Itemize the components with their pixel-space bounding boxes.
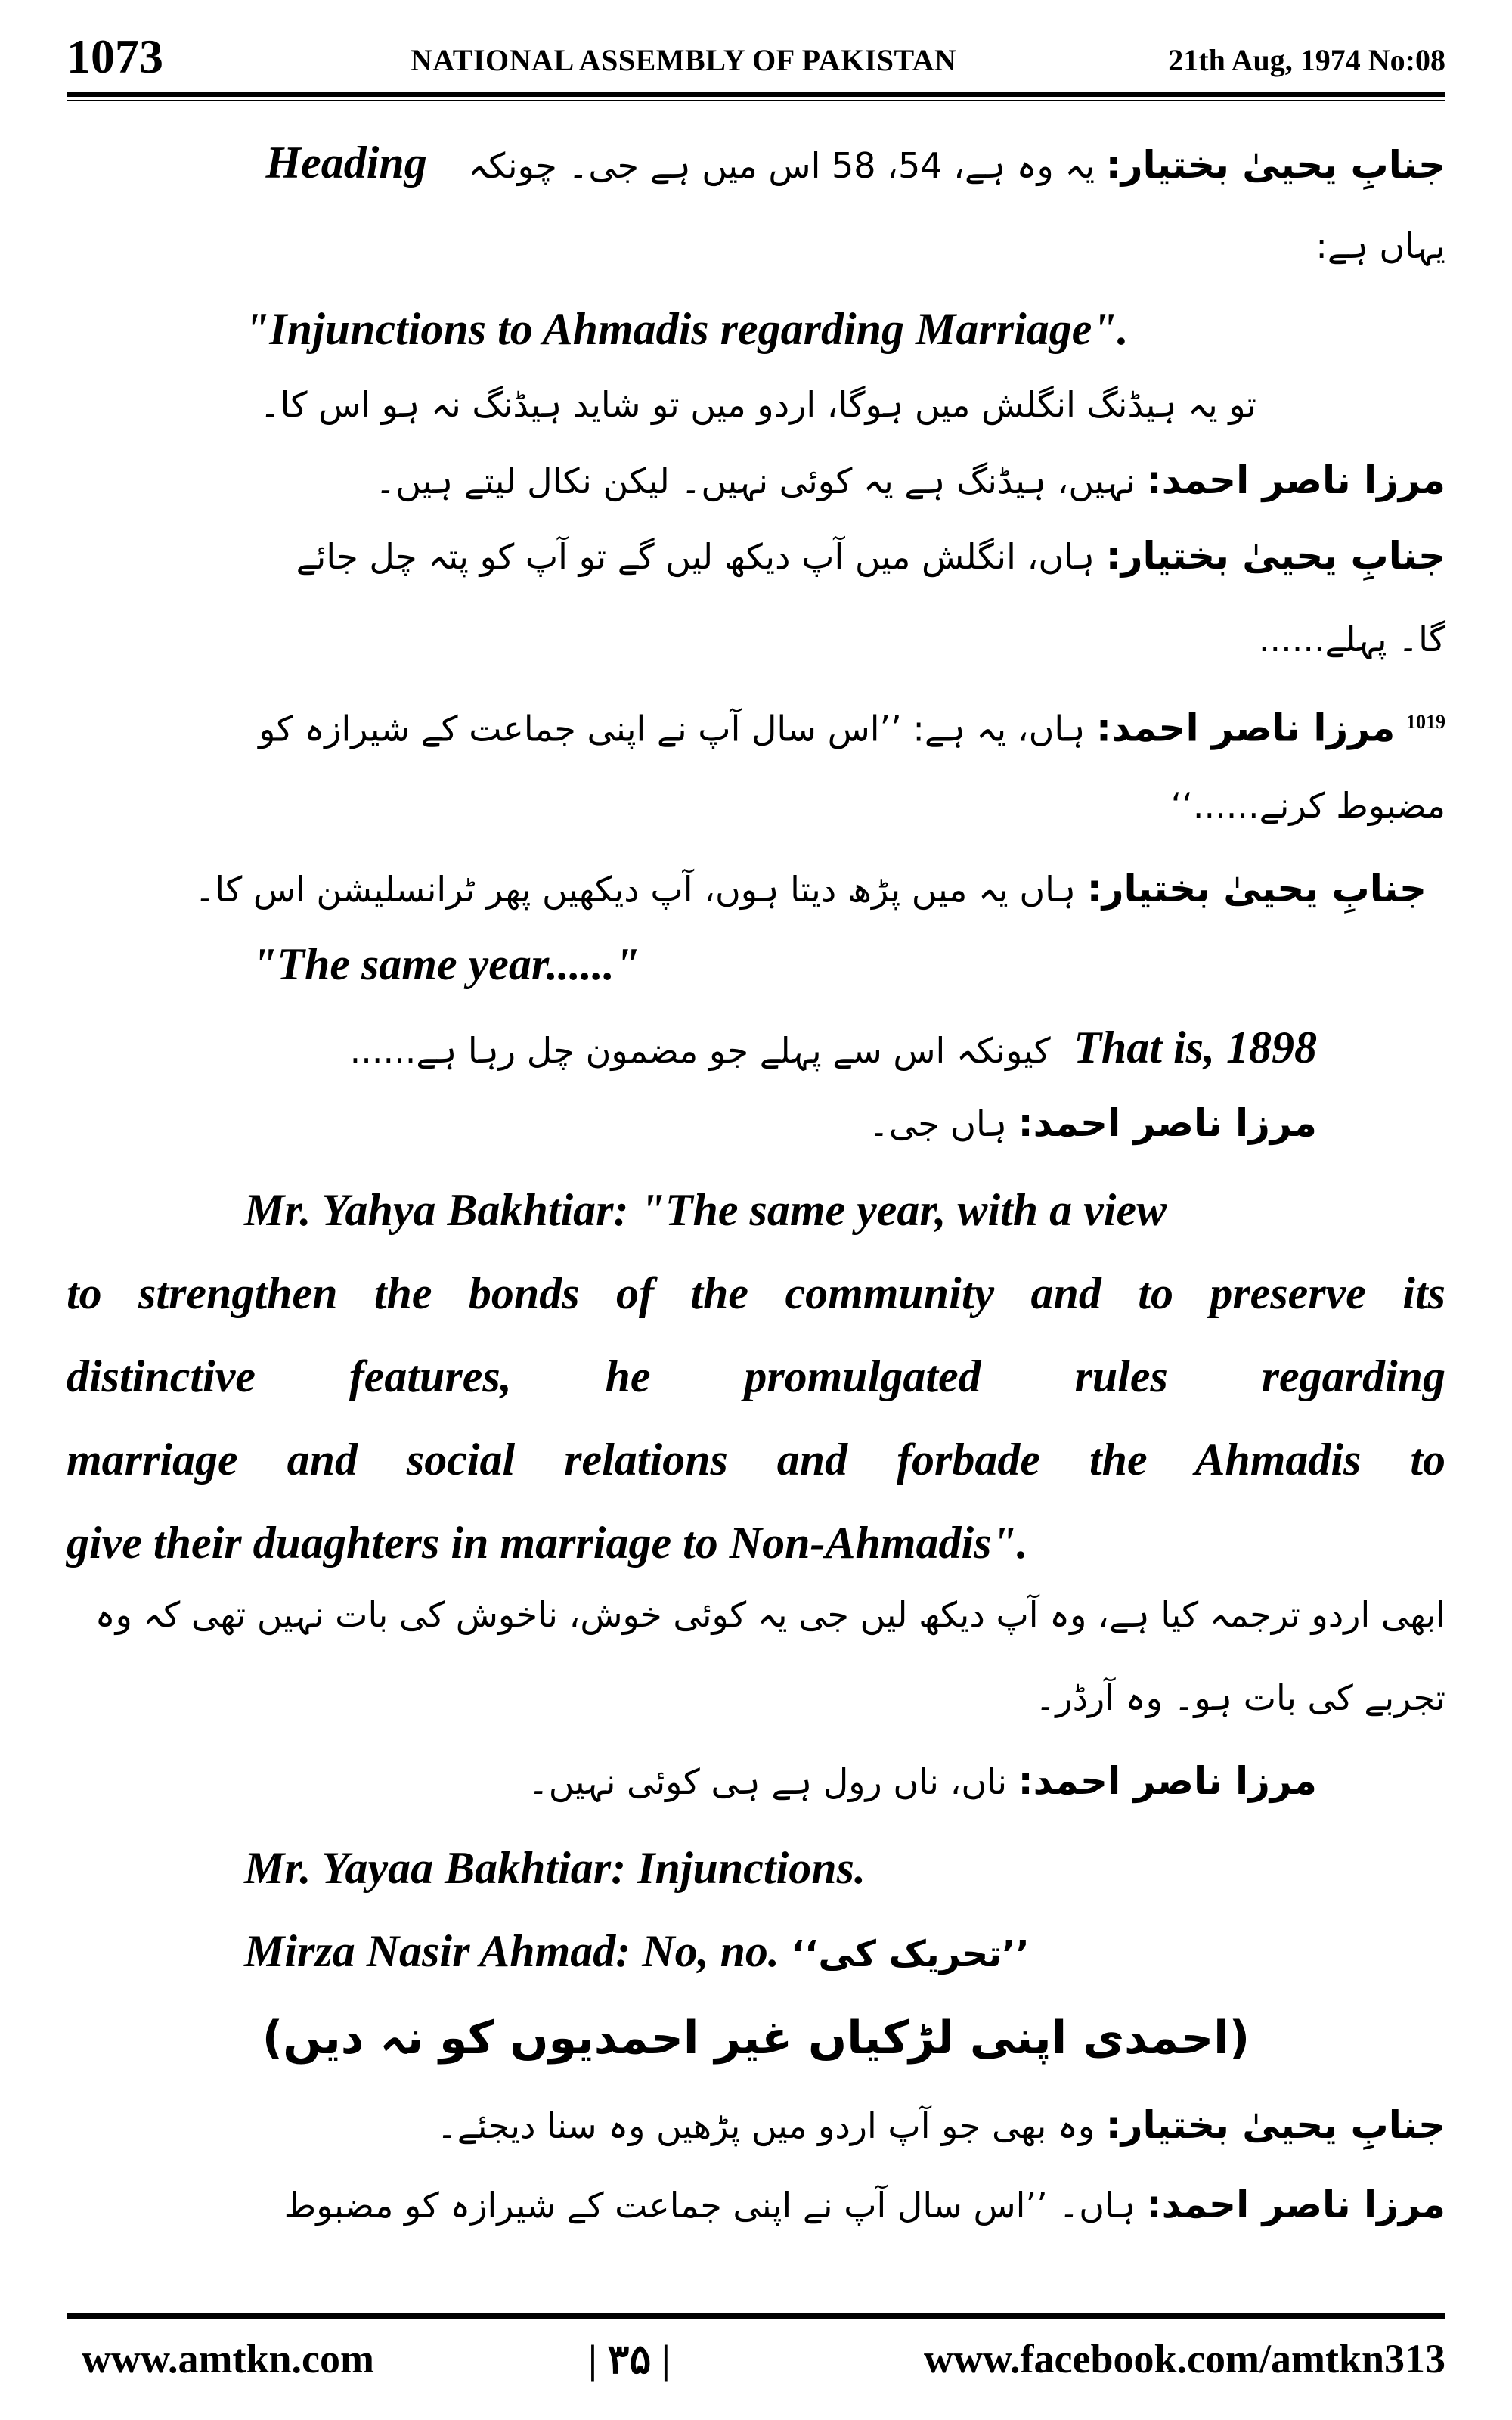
- speaker-name: Mr. Yahya Bakhtiar:: [244, 1185, 629, 1235]
- speaker-name: Mr. Yayaa Bakhtiar:: [244, 1843, 627, 1893]
- speaker-name: مرزا ناصر احمد:: [1018, 1101, 1317, 1145]
- page-number: 1073: [67, 29, 163, 83]
- transcript-line: [67, 1577, 1445, 1652]
- english-quote: "Injunctions to Ahmadis regarding Marriage".: [244, 304, 1129, 354]
- transcript-line: [67, 2167, 1445, 2242]
- header-title: NATIONAL ASSEMBLY OF PAKISTAN: [411, 43, 957, 77]
- english-term: That is, 1898: [1074, 1022, 1317, 1072]
- transcript-line: [67, 851, 1427, 926]
- english-quote: "The same year......": [252, 939, 640, 989]
- page-footer: [67, 2328, 1445, 2396]
- header-date-issue: 21th Aug, 1974 No:08: [1168, 43, 1445, 77]
- english-paragraph-line: to strengthen the bonds of the community and to preserve its: [67, 1268, 1445, 1318]
- english-paragraph-line: distinctive features, he promulgated rules regarding: [67, 1351, 1445, 1401]
- line-text: ہاں جی۔: [868, 1103, 1008, 1144]
- line-text: ہاں یہ میں پڑھ دیتا ہوں، آپ دیکھیں پھر ٹرانسلیشن اس کا۔: [194, 869, 1077, 910]
- urdu-quote: ’’تحریک کی‘‘: [790, 1933, 1030, 1975]
- line-text: گا۔ پہلے......: [1258, 619, 1445, 659]
- page-header: [67, 29, 1445, 89]
- transcript-line: [67, 768, 1445, 843]
- transcript-line: [67, 684, 1445, 760]
- footer-facebook-link[interactable]: www.facebook.com/amtkn313: [924, 2336, 1445, 2381]
- section-heading: (احمدی اپنی لڑکیاں غیر احمدیوں کو نہ دیں): [262, 2012, 1250, 2065]
- transcript-line: [67, 1660, 1445, 1736]
- header-rule: [67, 92, 1445, 97]
- transcript-line: [67, 601, 1445, 677]
- footer-website-link[interactable]: www.amtkn.com: [82, 2336, 374, 2381]
- line-text: کیونکہ اس سے پہلے جو مضمون چل رہا ہے......: [349, 1030, 1051, 1071]
- english-paragraph-line: give their duaghters in marriage to Non-Ahmadis".: [67, 1518, 1028, 1568]
- line-text: No, no.: [631, 1926, 791, 1976]
- line-text: ہاں، انگلش میں آپ دیکھ لیں گے تو آپ کو پتہ چل جائے: [296, 536, 1095, 577]
- line-text: ابھی اردو ترجمہ کیا ہے، وہ آپ دیکھ لیں جی یہ کوئی خوش، ناخوش کی بات نہیں تھی کہ وہ: [94, 1594, 1445, 1635]
- speaker-name: جنابِ یحییٰ بختیار:: [1105, 2103, 1445, 2147]
- header-rule-thin: [67, 100, 1445, 101]
- footer-page-number: | ٣۵ |: [588, 2337, 671, 2382]
- line-text: تجربے کی بات ہو۔ وہ آرڈر۔: [1035, 1677, 1445, 1718]
- line-text: مضبوط کرنے......‘‘: [1170, 785, 1445, 826]
- line-text: یہاں ہے:: [1315, 225, 1445, 266]
- speaker-name: مرزا ناصر احمد:: [1096, 706, 1396, 750]
- english-paragraph-line: marriage and social relations and forbade the Ahmadis to: [67, 1435, 1445, 1485]
- line-text: وہ بھی جو آپ اردو میں پڑھیں وہ سنا دیجئے۔: [436, 2105, 1095, 2146]
- footnote-marker: 1019: [1406, 711, 1445, 733]
- line-text: نہیں، ہیڈنگ ہے یہ کوئی نہیں۔ لیکن نکال لیتے ہیں۔: [375, 461, 1136, 501]
- english-term: Heading: [265, 138, 427, 188]
- english-paragraph-line: [244, 1172, 1445, 1248]
- transcript-line: [67, 125, 1445, 200]
- line-text: Injunctions.: [626, 1843, 866, 1893]
- footer-rule: [67, 2313, 1445, 2319]
- line-text: یہ وہ ہے، 54، 58 اس میں ہے جی۔ چونکہ: [468, 145, 1095, 186]
- transcript-line: [67, 1010, 1317, 1085]
- transcript-line: [67, 367, 1256, 442]
- line-text: تو یہ ہیڈنگ انگلش میں ہوگا، اردو میں تو شاید ہیڈنگ نہ ہو اس کا۔: [259, 384, 1256, 425]
- line-text: ہاں۔ ’’اس سال آپ نے اپنی جماعت کے شیرازہ کو مضبوط: [284, 2185, 1136, 2226]
- speaker-name: مرزا ناصر احمد:: [1146, 458, 1445, 502]
- transcript-line: [67, 518, 1445, 594]
- transcript-line: [67, 2087, 1445, 2163]
- transcript-line: [67, 1743, 1317, 1819]
- line-text: "The same year, with a view: [628, 1185, 1167, 1235]
- line-text: ناں، ناں رول ہے ہی کوئی نہیں۔: [528, 1761, 1008, 1802]
- speaker-name: Mirza Nasir Ahmad:: [244, 1926, 631, 1976]
- speaker-name: جنابِ یحییٰ بختیار:: [1105, 534, 1445, 578]
- english-paragraph-line: [244, 1830, 1445, 1906]
- speaker-name: مرزا ناصر احمد:: [1146, 2183, 1445, 2226]
- english-paragraph-line: [244, 1913, 1445, 1989]
- speaker-name: مرزا ناصر احمد:: [1018, 1759, 1317, 1803]
- speaker-name: جنابِ یحییٰ بختیار:: [1086, 867, 1427, 911]
- line-text: ہاں، یہ ہے: ’’اس سال آپ نے اپنی جماعت کے شیرازہ کو: [259, 708, 1086, 749]
- speaker-name: جنابِ یحییٰ بختیار:: [1105, 143, 1445, 187]
- transcript-line: [67, 442, 1445, 518]
- transcript-line: [67, 1085, 1317, 1161]
- transcript-line: [67, 208, 1445, 284]
